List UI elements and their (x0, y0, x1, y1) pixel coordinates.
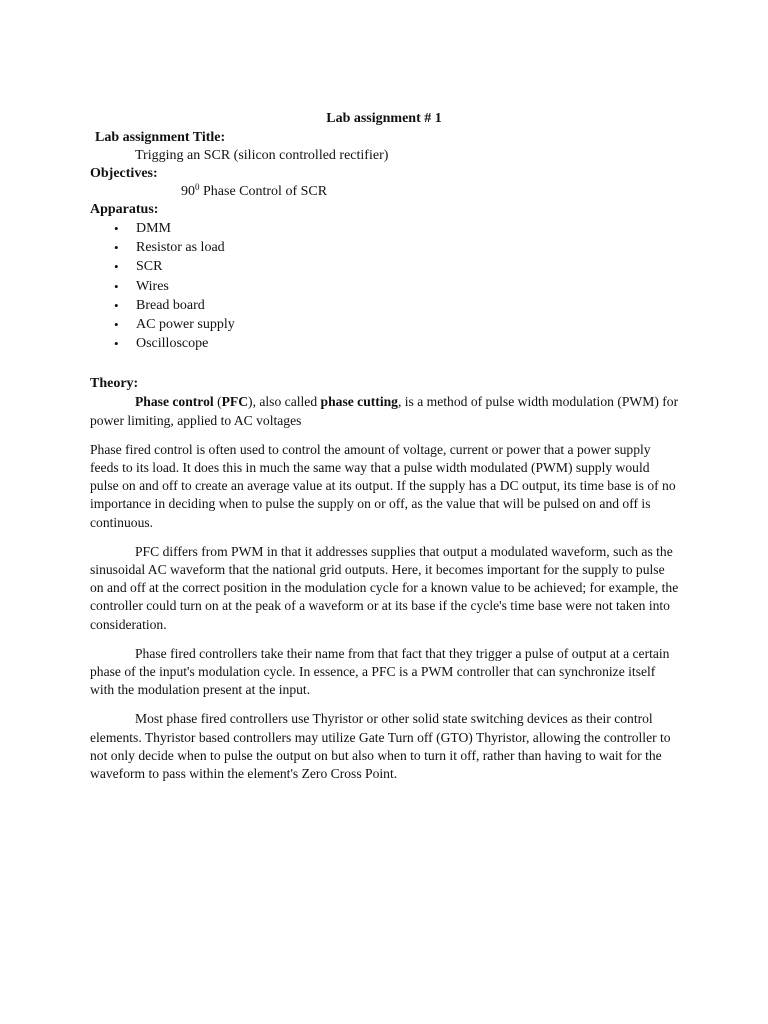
bullet-icon: • (114, 316, 119, 332)
bullet-icon: • (114, 336, 119, 352)
document-body (90, 129, 680, 783)
theory-paragraph-4: Phase fired controllers take their name from that fact that they trigger a pulse of output at a certain phase of the input's modulation cycle. In essence, a PFC is a PWM controller that can synchronize itself with the modulation present at the input. (90, 645, 670, 698)
theory-label: Theory: (90, 376, 139, 392)
apparatus-item: Resistor as load (136, 240, 225, 256)
term-phase-control: Phase control (135, 394, 214, 410)
apparatus-item: Bread board (136, 297, 205, 313)
term-pfc: PFC (221, 394, 249, 410)
objective-rest: Phase Control of SCR (199, 184, 328, 199)
apparatus-item: Oscilloscope (136, 336, 209, 352)
apparatus-list (90, 219, 680, 353)
bullet-icon: • (114, 297, 119, 313)
objective-text (90, 183, 680, 201)
objective-number: 90 (181, 184, 195, 199)
bullet-icon: • (114, 240, 119, 256)
apparatus-item: DMM (136, 221, 172, 236)
text-run: ), also called (248, 394, 321, 410)
bullet-icon: • (114, 221, 119, 236)
text-run: ( (213, 394, 222, 410)
list-item (90, 315, 680, 334)
lab-title-label: Lab assignment Title: (95, 130, 226, 145)
bullet-icon: • (114, 278, 119, 294)
document-title: Lab assignment # 1 (326, 111, 442, 126)
list-item (90, 238, 680, 257)
objective-superscript: 0 (195, 182, 200, 192)
list-item (90, 334, 680, 353)
bullet-icon: • (114, 259, 119, 275)
list-item (90, 277, 680, 296)
apparatus-item: SCR (136, 259, 163, 275)
objectives-label: Objectives: (90, 166, 158, 181)
apparatus-item: AC power supply (136, 316, 235, 332)
lab-title-value: Trigging an SCR (silicon controlled rectifier) (135, 148, 389, 163)
theory-paragraph-2: Phase fired control is often used to control the amount of voltage, current or power that a power supply feeds to its load. It does this in much the same way that a pulse width modulated (PWM) supply would pulse on and off to create an average value at its output. If the supply has a DC output, its time base is of no importance in deciding when to pulse the supply on or off, as the value that will be pulsed on and off is continuous. (90, 441, 676, 530)
apparatus-item: Wires (136, 278, 169, 294)
theory-paragraph-5: Most phase fired controllers use Thyristor or other solid state switching devices as their control elements. Thyristor based controllers may utilize Gate Turn off (GTO) Thyristor, allowing the controller to not only decide when to pulse the output on but also when to turn it off, rather than having to wait for the waveform to pass within the element's Zero Cross Point. (90, 711, 671, 781)
term-phase-cutting: phase cutting (320, 394, 398, 410)
list-item (90, 296, 680, 315)
list-item (90, 219, 680, 238)
list-item (90, 257, 680, 276)
theory-paragraph-3: PFC differs from PWM in that it addresses supplies that output a modulated waveform, such as the sinusoidal AC waveform that the national grid outputs. Here, it becomes important for the supply to pulse on and off at the correct position in the modulation cycle for a known value to be achieved; for example, the controller could turn on at the peak of a waveform or at its base if the cycle's time base were not taken into consideration. (90, 543, 679, 632)
text-run: , is a method of pulse width modulation (PWM) for power limiting, applied to AC voltages (90, 394, 679, 428)
apparatus-label: Apparatus: (90, 202, 159, 217)
theory-paragraph-1 (90, 393, 680, 429)
